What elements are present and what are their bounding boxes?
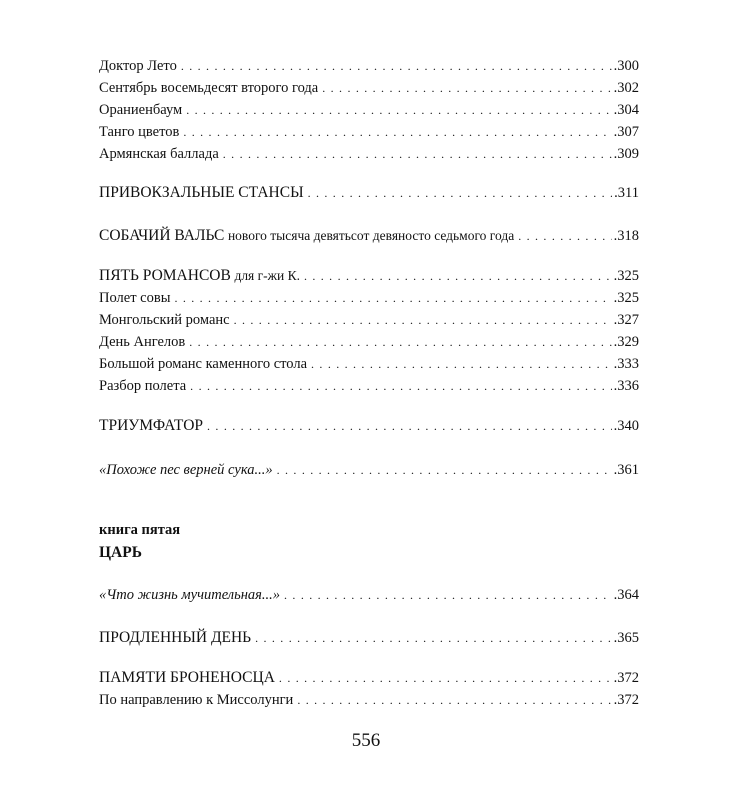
toc-entry-title: По направлению к Миссолунги [99, 692, 294, 708]
toc-entry-page: .361 [613, 462, 639, 478]
toc-leader-dots [297, 693, 611, 709]
toc-entry-den-angelov [99, 331, 639, 351]
toc-entry-title [99, 227, 518, 245]
toc-entry-bolshoy-romans [99, 353, 639, 373]
toc-entry-page: .300 [613, 58, 639, 74]
toc-entry-title-sub: нового тысяча девятьсот девяносто седьмого года [227, 228, 515, 243]
toc-entry-title: ПРИВОКЗАЛЬНЫЕ СТАНСЫ [99, 184, 304, 201]
toc-entry-title-sub: для г-жи К. [234, 268, 300, 283]
toc-entry-oranienbaum [99, 99, 639, 119]
toc-entry-page: .372 [613, 692, 639, 708]
toc-entry-title: Ораниенбаум [99, 102, 183, 118]
book-label: книга пятая [99, 522, 181, 538]
toc-entry-page: .364 [613, 587, 639, 603]
toc-entry-page: .333 [613, 356, 639, 372]
toc-entry-page: .309 [613, 146, 639, 162]
toc-entry-title: Разбор полета [99, 378, 187, 394]
toc-entry-page: .318 [613, 228, 639, 244]
toc-entry-pamyati-bronenostsa [99, 667, 639, 687]
toc-entry-title-main: ПЯТЬ РОМАНСОВ [99, 267, 231, 284]
toc-leader-dots [322, 81, 611, 97]
toc-leader-dots [183, 125, 611, 141]
toc-entry-pyat-romansov [99, 265, 639, 285]
toc-entry-pokhozhe-pes [99, 459, 639, 479]
toc-entry-title: ПАМЯТИ БРОНЕНОСЦА [99, 669, 275, 686]
toc-entry-title: ТРИУМФАТОР [99, 417, 204, 434]
book-title: ЦАРЬ [99, 544, 142, 561]
toc-entry-page: .365 [613, 630, 639, 646]
toc-entry-razbor-poleta [99, 375, 639, 395]
toc-entry-page: .304 [613, 102, 639, 118]
toc-leader-dots [304, 269, 612, 285]
toc-leader-dots [518, 229, 611, 245]
toc-entry-title: Танго цветов [99, 124, 180, 140]
toc-entry-title: Доктор Лето [99, 58, 177, 74]
toc-leader-dots [181, 59, 612, 75]
toc-leader-dots [189, 335, 611, 351]
toc-entry-page: .302 [613, 80, 639, 96]
toc-entry-title: Монгольский романс [99, 312, 230, 328]
toc-entry-page: .340 [613, 418, 639, 434]
toc-entry-tango [99, 121, 639, 141]
toc-leader-dots [207, 419, 612, 435]
toc-entry-title: «Что жизнь мучительная...» [99, 587, 281, 603]
toc-entry-page: .311 [614, 185, 639, 201]
toc-entry-page: .336 [613, 378, 639, 394]
toc-leader-dots [279, 671, 612, 687]
toc-entry-page: .327 [613, 312, 639, 328]
toc-entry-mongolskiy [99, 309, 639, 329]
toc-leader-dots [255, 631, 612, 647]
toc-leader-dots [277, 463, 612, 479]
toc-leader-dots [284, 588, 612, 604]
toc-entry-page: .372 [613, 670, 639, 686]
toc-leader-dots [186, 103, 611, 119]
toc-entry-title: День Ангелов [99, 334, 186, 350]
toc-entry-armyanskaya [99, 143, 639, 163]
toc-entry-title: ПРОДЛЕННЫЙ ДЕНЬ [99, 629, 252, 646]
toc-entry-page: .325 [613, 268, 639, 284]
toc-entry-page: .307 [613, 124, 639, 140]
toc-entry-title: «Похоже пес верней сука...» [99, 462, 273, 478]
toc-entry-chto-zhizn [99, 584, 639, 604]
toc-leader-dots [311, 357, 612, 373]
toc-entry-privokzalnye [99, 182, 639, 202]
toc-entry-polet-sovy [99, 287, 639, 307]
toc-leader-dots [190, 379, 611, 395]
toc-entry-page: .329 [613, 334, 639, 350]
toc-entry-doktor-leto [99, 55, 639, 75]
toc-entry-title: Большой романс каменного стола [99, 356, 308, 372]
toc-leader-dots [223, 147, 612, 163]
toc-leader-dots [234, 313, 612, 329]
toc-leader-dots [174, 291, 611, 307]
toc-leader-dots [308, 186, 613, 202]
toc-entry-sentyabr [99, 77, 639, 97]
toc-entry-missolungi [99, 689, 639, 709]
toc-entry-title: Сентябрь восемьдесят второго года [99, 80, 319, 96]
page-number: 556 [351, 730, 381, 751]
toc-entry-title-main: СОБАЧИЙ ВАЛЬС [99, 227, 225, 244]
toc-entry-title: Полет совы [99, 290, 171, 306]
toc-entry-title: Армянская баллада [99, 146, 219, 162]
toc-entry-triumfator [99, 415, 639, 435]
toc-entry-page: .325 [613, 290, 639, 306]
toc-entry-sobachiy-vals [99, 225, 639, 245]
toc-entry-prodlennyy-den [99, 627, 639, 647]
toc-entry-title [99, 267, 304, 285]
